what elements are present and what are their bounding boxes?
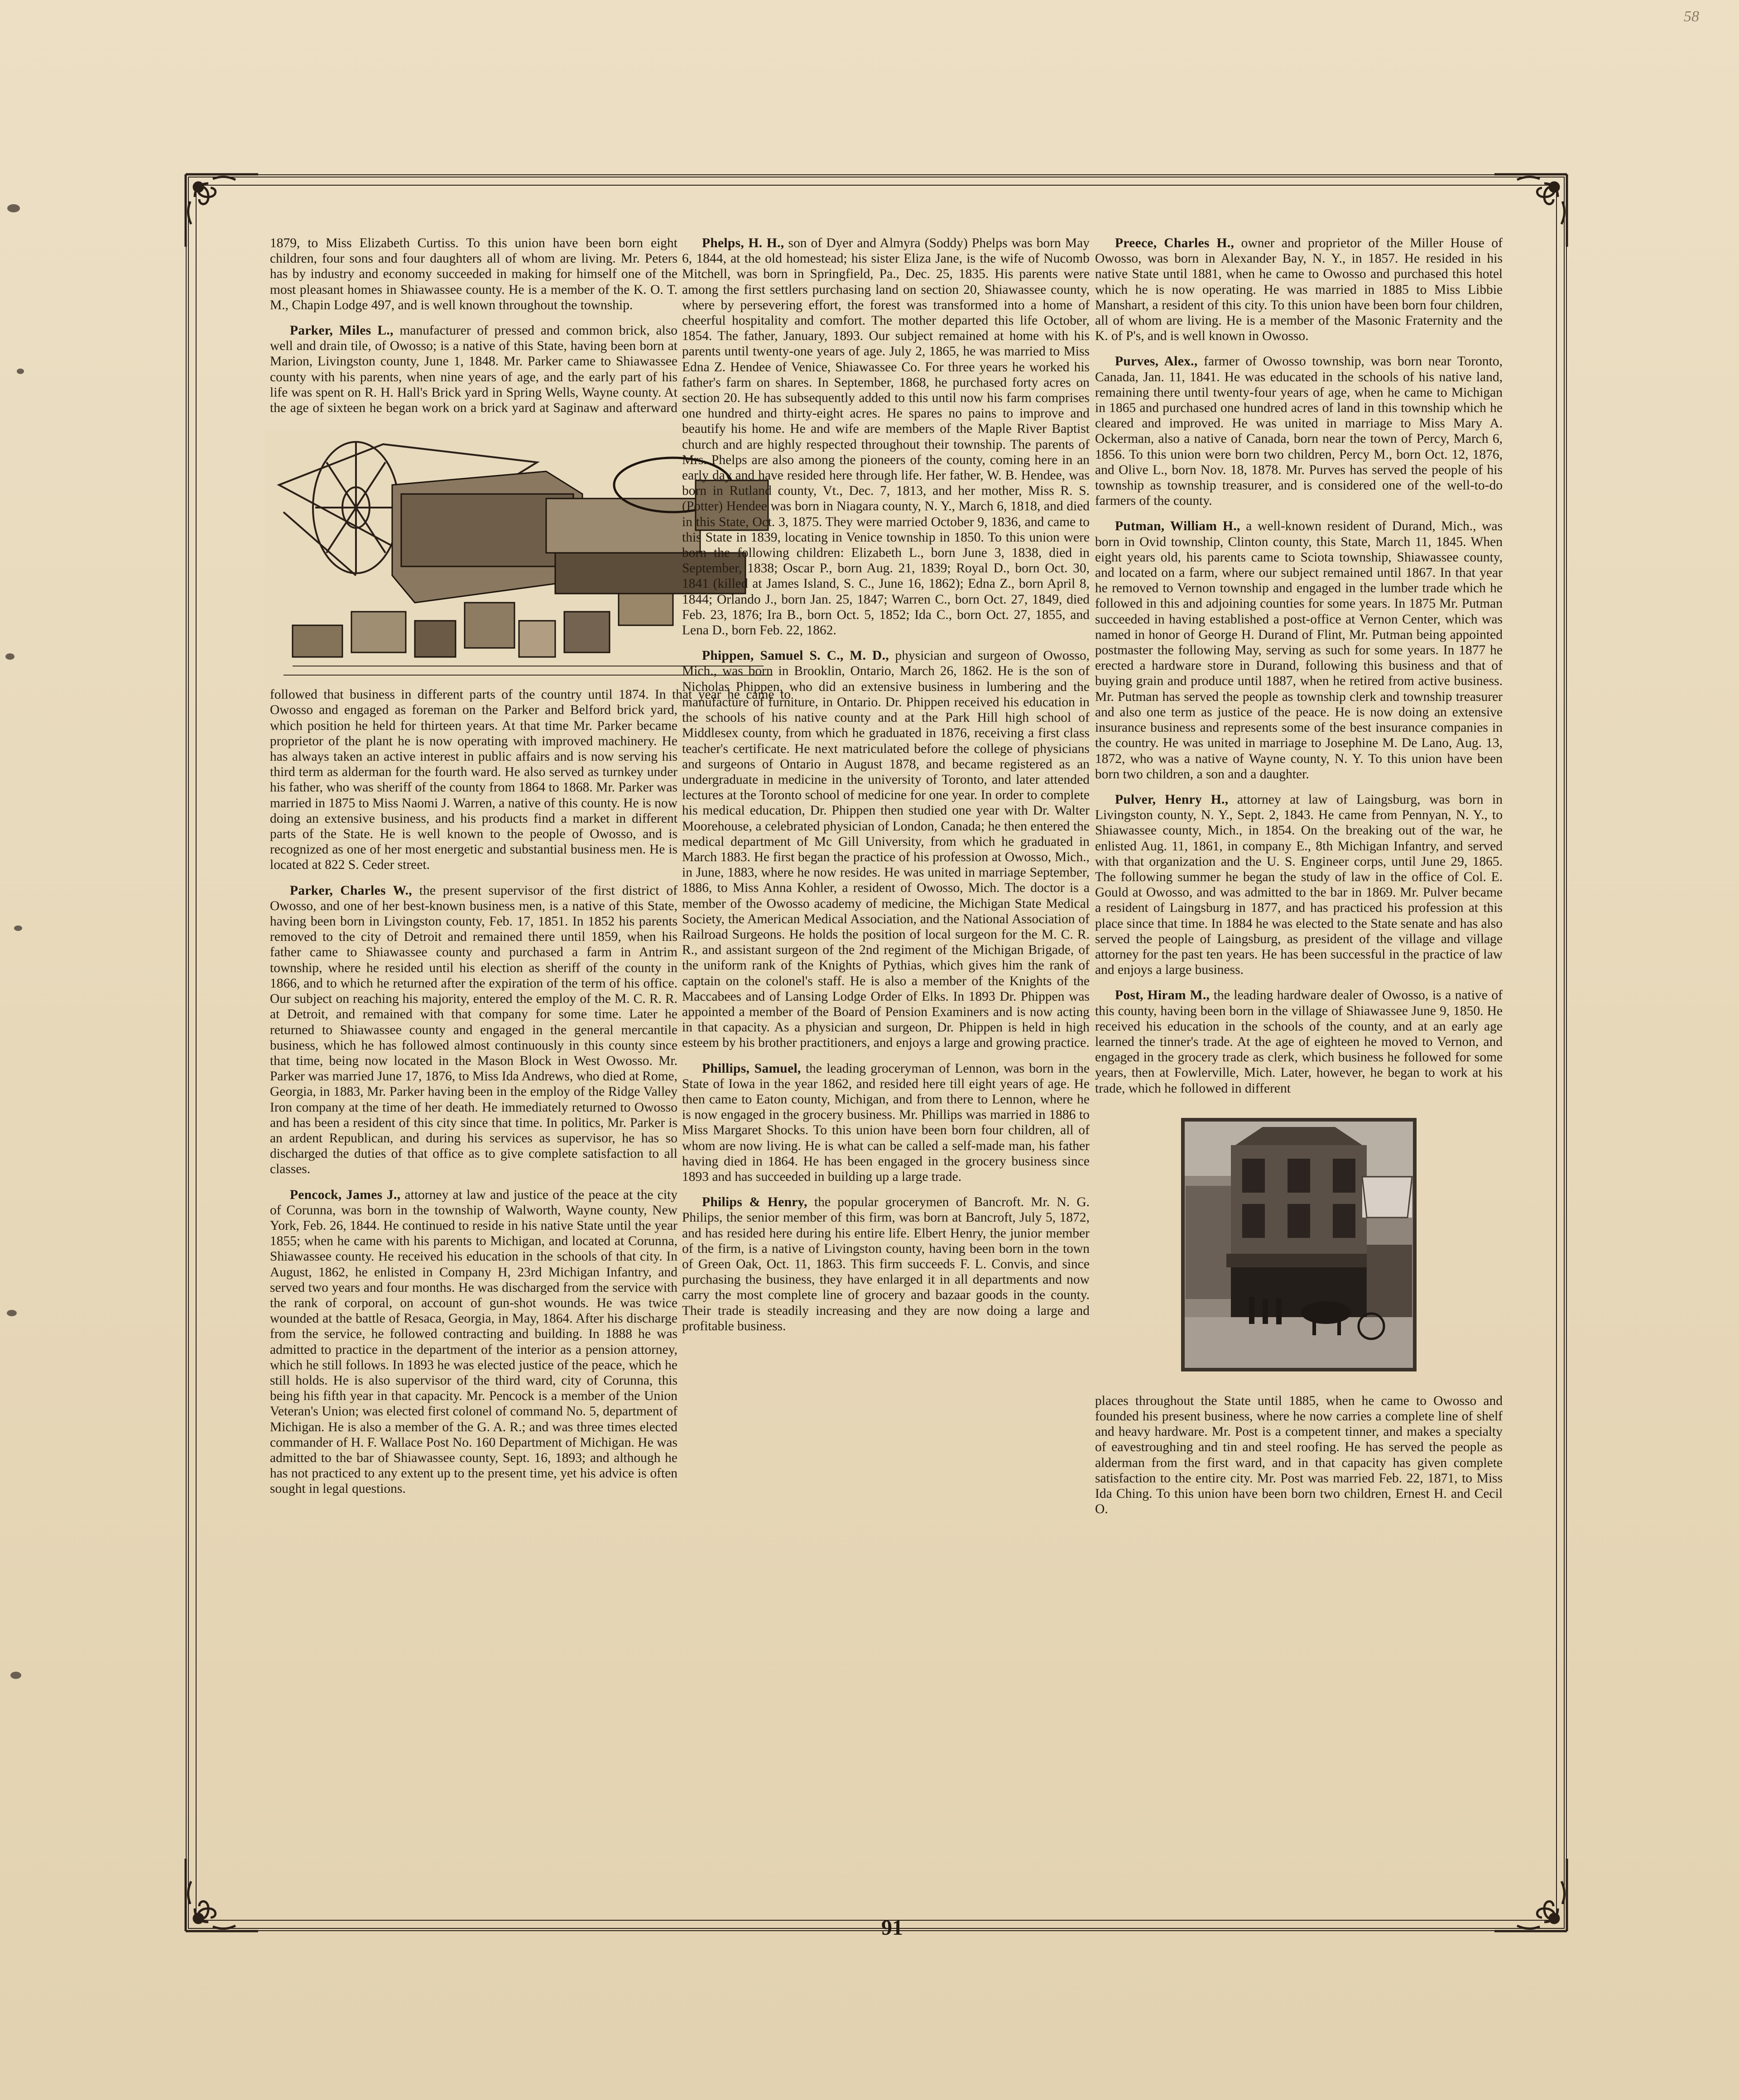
entry-text: son of Dyer and Almyra (Soddy) Phelps was born May 6, 1844, at the old homestead; his sister Eliza Jane, is the wife of Nucomb Mitchell, was born in Springfield, Pa., Dec. 25, 1835. His parents were among the first settlers purchasing land on section 20, Shiawassee county, where by persevering effort, the forest was transformed into a home of cheerful hospitality and comfort. The mother departed this life October, 1854. The father, January, 1893. Our subject remained at home with his parents until twenty-one years of age. July 2, 1865, he was married to Miss Edna Z. Hendee of Venice, Shiawassee Co. For three years he worked his father's farm on shares. In September, 1868, he purchased forty acres on section 20. He has subsequently added to this until now his farm comprises one hundred and thirty-eight acres. He spares no pains to improve and beautify his home. He and wife are members of the Maple River Baptist church and are highly respected throughout their township. The parents of Mrs. Phelps are also among the pioneers of the county, coming here in an early day and have resided here through life. Her father, W. B. Hendee, was born in Rutland county, Vt., Dec. 7, 1813, and her mother, Miss R. S. (Potter) Hendee was born in Niagara county, N. Y., March 6, 1818, and died in this State, Oct. 3, 1875. They were married October 9, 1836, and came to this State in 1839, locating in Venice township in 1850. To this union were born the following children: Elizabeth L., born June 3, 1838, died in September, 1838; Oscar P., born Aug. 21, 1839; Royal D., born Oct. 30, 1841 (killed at James Island, S. C., June 16, 1862); Edna Z., born April 8, 1844; Orlando J., born Jan. 25, 1847; Warren C., born Oct. 27, 1849, died Feb. 23, 1876; Ira B., born Oct. 5, 1852; Ida C., born Oct. 27, 1855, and Lena D., born Feb. 22, 1862. [682,236,1090,638]
entry-name: Purves, Alex., [1115,354,1198,369]
entry-name: Pencock, James J., [290,1187,401,1202]
biography-entry [270,323,791,873]
biography-entry [1095,235,1503,344]
entry-text: a well-known resident of Durand, Mich., was born in Ovid township, Clinton county, this State, March 11, 1845. When eight years old, his parents came to Sciota township, Shiawassee county, and located on a farm, where our subject remained until 1867. In that year he removed to Vernon township and engaged in the lumber trade which he followed in this and adjoining counties for some years. In 1875 Mr. Putman succeeded in having established a post-office at Vernon Center, which was named in honor of George H. Durand of Flint, Mr. Putman being appointed postmaster the following May, serving as such for some years. In 1877 he erected a hardware store in Durand, following this business and that of buying grain and produce until 1887, when he retired from active business. Mr. Putman has served the people as township clerk and township treasurer and also one term as justice of the peace. He is now doing an extensive insurance business and represents some of the best insurance companies in the country. He was united in marriage to Josephine M. De Lano, Aug. 13, 1872, who was a native of Wayne county, N. Y. To this union have been born two children, a son and a daughter. [1095,519,1503,782]
storefront-photo [1181,1118,1417,1371]
biography-entry [270,883,677,1177]
entry-name: Pulver, Henry H., [1115,792,1229,807]
biography-entry [682,1061,1090,1185]
text-column-3 [1095,235,1503,1527]
page-number: 91 [881,1916,903,1940]
entry-name: Phelps, H. H., [702,236,784,250]
biography-entry [1095,354,1503,508]
biography-entry [1095,518,1503,782]
entry-text: 1879, to Miss Elizabeth Curtiss. To this union have been born eight children, four sons and four daughters all of whom are living. Mr. Peters has by industry and economy succeeded in making for himself one of the most pleasant homes in Shiawassee county. He is a member of the K. O. T. M., Chapin Lodge 497, and is well known throughout the township. [270,236,677,312]
entry-text: places throughout the State until 1885, when he came to Owosso and founded his present business, where he now carries a complete line of shelf and heavy hardware. Mr. Post is a competent tinner, and makes a specialty of eavestroughing and tin and steel roofing. He has served the people as alderman from the first ward, and in that capacity has given complete satisfaction to the entire city. Mr. Post was married Feb. 22, 1871, to Miss Ida Ching. To this union have been born two children, Ernest H. and Cecil O. [1095,1393,1503,1517]
entry-name: Post, Hiram M., [1115,988,1210,1003]
entry-text: manufacturer of pressed and common brick, also well and drain tile, of Owosso; is a native of this State, having been born at Marion, Livingston county, June 1, 1848. Mr. Parker came to Shiawassee county with his parents, when nine years of age, and the early part of his life was spent on R. H. Hall's Brick yard in Spring Wells, Wayne county. At the age of sixteen he began work on a brick yard at Saginaw and afterward followed that business in different parts of the country until 1874. In that year he came to Owosso and engaged as foreman on the Parker and Belford brick yard, which position he held for thirteen years. At that time Mr. Parker became proprietor of the plant he is now operating with improved machinery. He has always taken an active interest in public affairs and is now serving his third term as alderman for the fourth ward. He also served as turnkey under his father, who was sheriff of the county from 1864 to 1868. Mr. Parker was married in 1875 to Miss Naomi J. Warren, a native of this county. He is now doing an extensive business, and his products find a market in different parts of the State. He is well known to the people of Owosso, and is recognized as one of her most energetic and substantial business men. He is located at 822 S. Ceder street. [270,323,791,873]
entry-name: Putman, William H., [1115,519,1240,534]
entry-text: the leading groceryman of Lennon, was born in the State of Iowa in the year 1862, and resided here till eight years of age. He then came to Eaton county, Michigan, and from there to Lennon, where he is now engaged in the grocery business. Mr. Phillips was married in 1886 to Miss Margaret Shocks. To this union have been born four children, all of whom are now living. He is what can be called a self-made man, his father having died in 1864. He has been engaged in the grocery business since 1893 and has succeeded in building up a large trade. [682,1061,1090,1184]
text-column-2 [682,235,1090,1344]
entry-name: Preece, Charles H., [1115,236,1235,250]
biography-entry [682,1194,1090,1334]
biography-entry [1095,1393,1503,1517]
biography-entry [270,1187,677,1497]
corner-ornament-icon [181,1854,263,1936]
biography-entry [270,235,677,313]
entry-name: Phillips, Samuel, [702,1061,801,1076]
entry-text: attorney at law and justice of the peace at the city of Corunna, was born in the township of Walworth, Wayne county, New York, Feb. 26, 1844. He continued to reside in his native State until the year 1855; when he came with his parents to Michigan, and located at Corunna, Shiawassee county. He received his education in the schools of that city. In August, 1862, he enlisted in Company H, 23rd Michigan Infantry, and served two years and four months. He was discharged from the service with the rank of corporal, on account of gun-shot wounds. He was twice wounded at the battle of Resaca, Georgia, in May, 1864. After his discharge from the service, he followed contracting and building. In 1888 he was admitted to practice in the department of the interior as a pension attorney, which he still follows. In 1893 he was elected justice of the peace, which he still holds. He is also supervisor of the third ward, city of Corunna, this being his fifth year in that capacity. Mr. Pencock is a member of the Union Veteran's Union; was elected first colonel of command No. 5, department of Michigan. He is also a member of the G. A. R.; and was three times elected commander of H. F. Wallace Post No. 160 Department of Michigan. He was admitted to the bar of Shiawassee county, Sept. 16, 1893; and although he has not practiced to any extent up to the present time, yet his advice is often sought in legal questions. [270,1187,677,1496]
entry-name: Parker, Charles W., [290,883,412,898]
entry-text: the popular grocerymen of Bancroft. Mr. N. G. Philips, the senior member of this firm, was born at Bancroft, July 5, 1872, and has resided here during his entire life. Elbert Henry, the junior member of the firm, is a native of Livingston county, having been born in the town of Green Oak, Oct. 11, 1863. This firm succeeds F. L. Convis, and since purchasing the business, they have enlarged it in all departments and now carry the most complete line of grocery and bazaar goods in the county. Their trade is steadily increasing and they are now doing a large and profitable business. [682,1195,1090,1333]
pencil-page-note: 58 [1684,8,1699,25]
entry-name: Phippen, Samuel S. C., M. D., [702,648,889,663]
entry-name: Parker, Miles L., [290,323,394,338]
storefront-photograph [1181,1118,1417,1371]
corner-ornament-icon [1490,1854,1571,1936]
biography-entry [1095,792,1503,978]
corner-ornament-icon [181,170,263,251]
entry-text: attorney at law of Laingsburg, was born in Livingston county, N. Y., Sept. 2, 1843. He came from Pennyan, N. Y., to Shiawassee county, Mich., in 1854. On the breaking out of the war, he enlisted Aug. 11, 1861, in company E., 8th Michigan Infantry, and served with that organization and the U. S. Engineer corps, until June 29, 1865. The following summer he began the study of law in the office of Col. E. Gould at Owosso, and was admitted to the bar in 1869. Mr. Pulver became a resident of Laingsburg in 1877, and has practiced his profession at this place since that time. In 1884 he was elected to the State senate and has also served the people of Laingsburg, as president of the village and village attorney for the past ten years. He has been successful in the practice of law and enjoys a large business. [1095,792,1503,978]
biography-entry [682,235,1090,638]
entry-text: owner and proprietor of the Miller House of Owosso, was born in Alexander Bay, N. Y., in 1857. He resided in his native State until 1881, when he came to Owosso and purchased this hotel which he is now operating. He was married in 1885 to Miss Libbie Manshart, a resident of this city. To this union have been born four children, all of whom are living. He is a member of the Masonic Fraternity and the K. of P's, and is well known in Owosso. [1095,236,1503,344]
entry-text: the present supervisor of the first district of Owosso, and one of her best-known business men, is a native of this State, having been born in Livingston county, Feb. 17, 1851. In 1852 his parents removed to the city of Detroit and remained there until 1859, when his father came to Shiawassee county and purchased a farm in Antrim township, where he resided until his election as sheriff of the county in 1866, and to which he returned after the expiration of the term of his office. Our subject on reaching his majority, entered the employ of the M. C. R. R. at Detroit, and remained with that company for some time. Later he returned to Shiawassee county and engaged in the general mercantile business, which he has followed almost continuously in this county since that time, being now located in the Mason Block in West Owosso. Mr. Parker was married June 17, 1876, to Miss Ida Andrews, who died at Rome, Georgia, in 1883, Mr. Parker having been in the employ of the Ridge Valley Iron company at the time of her death. He immediately returned to Owosso and has been a resident of this city since that time. In politics, Mr. Parker is an ardent Republican, and during his services as supervisor, he has so discharged the duties of that office as to give complete satisfaction to all classes. [270,883,677,1177]
paper-edge-marks [0,181,41,1721]
entry-text: farmer of Owosso township, was born near Toronto, Canada, Jan. 11, 1841. He was educated in the schools of his native land, remaining there until twenty-four years of age, when he came to Michigan in 1865 and purchased one hundred acres of land in this township which he cleared and improved. He was united in marriage to Miss Mary A. Ockerman, also a native of Canada, born near the town of Percy, March 6, 1856. To this union were born two children, Percy M., born Oct. 12, 1876, and Olive L., born Nov. 18, 1878. Mr. Purves has served the people of his township as township treasurer, and is considered one of the well-to-do farmers of the county. [1095,354,1503,508]
entry-name: Philips & Henry, [702,1195,807,1210]
entry-text: the leading hardware dealer of Owosso, is a native of this county, having been born in the village of Shiawassee June 9, 1850. He received his education in the schools of the county, and at an early age learned the tinner's trade. At the age of eighteen he moved to Vernon, and engaged in the grocery trade as clerk, which business he followed for some years, then at Fowlerville, Mich. Later, however, he began to work at his trade, which he followed in different [1095,988,1503,1096]
biography-entry [682,648,1090,1050]
biography-entry [1095,988,1503,1096]
entry-text: physician and surgeon of Owosso, Mich., was born in Brooklin, Ontario, March 26, 1862. He is the son of Nicholas Phippen, who did an extensive business in lumbering and the manufacture of furniture, in Ontario. Dr. Phippen received his education in the schools of his native county and at the Park Hill high school of Middlesex county, from which he graduated in 1876, receiving a first class teacher's certificate. He next matriculated before the college of physicians and surgeons of Ontario in August 1878, and became registered as an undergraduate in medicine in the university of Toronto, and later attended lectures at the Toronto school of medicine for one year. In order to complete his medical education, Dr. Phippen then studied one year with Dr. Walter Moorehouse, a celebrated physician of London, Canada; he then entered the medical department of Mc Gill University, from which he graduated in March 1883. He first began the practice of his profession at Owosso, Mich., in June, 1883, where he now resides. He was united in marriage September, 1886, to Miss Anna Kohler, a resident of Owosso, Mich. The doctor is a member of the Owosso academy of medicine, the Michigan State Medical Society, the American Medical Association, and the National Association of Railroad Surgeons. He holds the position of local surgeon for the M. C. R. R., and assistant surgeon of the 2nd regiment of the Michigan Brigade, of the uniform rank of the Knights of Pythias, which gives him the rank of captain on the colonel's staff. He is also a member of the Knights of the Maccabees and of Lansing Lodge Order of Elks. In 1893 Dr. Phippen was appointed a member of the Board of Pension Examiners and is now acting in that capacity. As a physician and surgeon, Dr. Phippen is held in high esteem by his brother practitioners, and enjoys a large and growing practice. [682,648,1090,1050]
